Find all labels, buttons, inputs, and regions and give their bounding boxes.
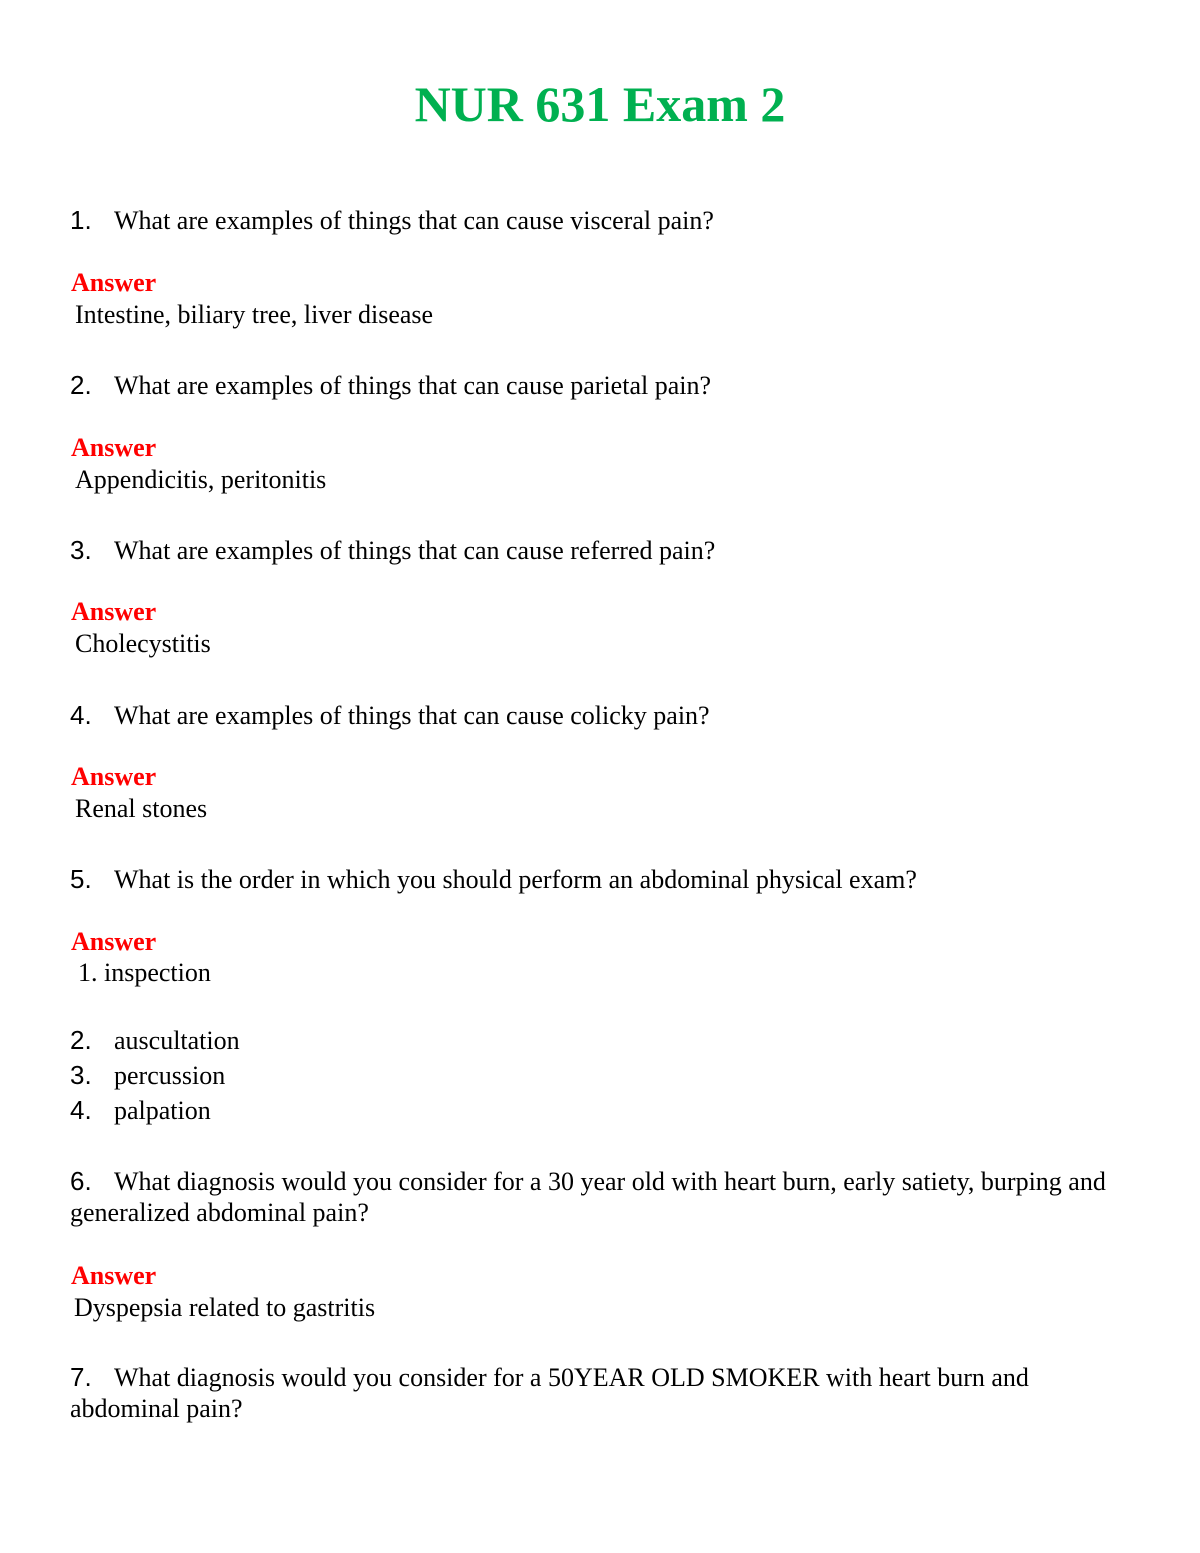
answer-text: Dyspepsia related to gastritis <box>74 1293 376 1322</box>
step-number: 4. <box>70 1095 92 1125</box>
answer-step-2 <box>70 1024 240 1057</box>
question-number: 7. <box>70 1362 92 1392</box>
answer-step-4 <box>70 1094 211 1127</box>
question-text: What diagnosis would you consider for a 50YEAR OLD SMOKER with heart burn and abdominal pain? <box>70 1363 1029 1423</box>
question-text: What diagnosis would you consider for a 30 year old with heart burn, early satiety, burping and generalized abdominal pain? <box>70 1167 1106 1227</box>
answer-label: Answer <box>71 927 157 956</box>
answer-label: Answer <box>71 597 157 626</box>
answer-step-3 <box>70 1059 225 1092</box>
answer-text: 1. inspection <box>78 958 211 987</box>
question-text: What are examples of things that can cause visceral pain? <box>114 206 714 235</box>
answer-label: Answer <box>71 268 157 297</box>
step-text: percussion <box>114 1061 226 1090</box>
question-number: 1. <box>70 205 92 235</box>
answer-label: Answer <box>71 1261 157 1290</box>
answer-label: Answer <box>71 762 157 791</box>
question-number: 4. <box>70 700 92 730</box>
answer-text: Renal stones <box>75 794 208 823</box>
answer-text: Cholecystitis <box>75 629 211 658</box>
question-7 <box>70 1362 1070 1424</box>
question-number: 5. <box>70 864 92 894</box>
question-text: What is the order in which you should perform an abdominal physical exam? <box>114 865 917 894</box>
question-4 <box>70 699 710 732</box>
step-text: palpation <box>114 1096 211 1125</box>
question-number: 6. <box>70 1166 92 1196</box>
answer-label: Answer <box>71 433 157 462</box>
question-text: What are examples of things that can cause colicky pain? <box>114 701 710 730</box>
answer-text: Intestine, biliary tree, liver disease <box>75 300 434 329</box>
question-3 <box>70 534 715 567</box>
step-number: 3. <box>70 1060 92 1090</box>
question-text: What are examples of things that can cause referred pain? <box>114 536 716 565</box>
question-6 <box>70 1166 1120 1228</box>
question-1 <box>70 204 714 237</box>
question-text: What are examples of things that can cause parietal pain? <box>114 371 712 400</box>
question-number: 3. <box>70 535 92 565</box>
question-5 <box>70 863 917 896</box>
page-title: NUR 631 Exam 2 <box>414 76 786 132</box>
question-2 <box>70 369 711 402</box>
question-number: 2. <box>70 370 92 400</box>
step-text: auscultation <box>114 1026 240 1055</box>
answer-text: Appendicitis, peritonitis <box>75 465 327 494</box>
step-number: 2. <box>70 1025 92 1055</box>
